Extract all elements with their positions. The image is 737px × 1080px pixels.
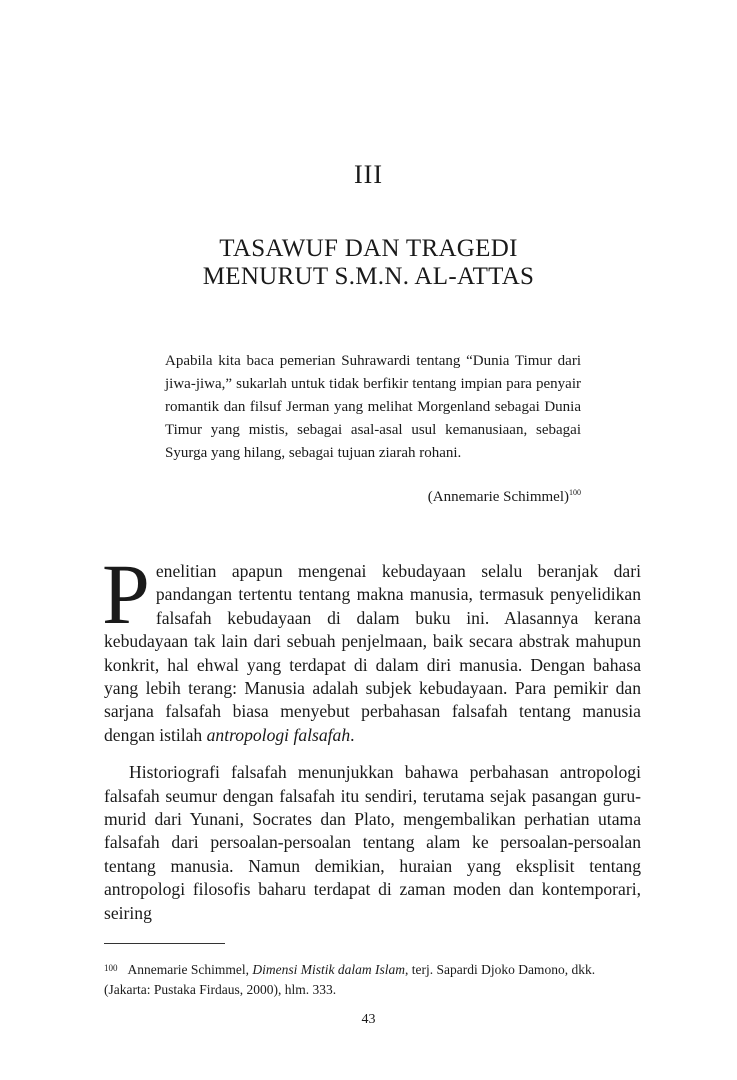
paragraph-1-text: enelitian apapun mengenai kebudayaan selalu beranjak dari pandangan tertentu tentang makna manusia, termasuk penyelidikan falsafah kebudayaan di dalam buku ini. Alasannya kerana kebudayaan tak lain dari sebuah penjelmaan, baik secara abstrak mahupun konkrit, hal ehwal yang terdapat di dalam diri manusia. Dengan bahasa yang lebih terang: Manusia adalah subjek kebudayaan. Para pemikir dan sarjana falsafah biasa menyebut perbahasan falsafah tentang manusia dengan istilah bbox=[104, 561, 641, 745]
italic-term: antropologi falsafah bbox=[206, 724, 351, 745]
paragraph-2: Historiografi falsafah menunjukkan bahawa perbahasan antropologi falsafah seumur dengan falsafah itu sendiri, terutama sejak pasangan guru-murid dari Yunani, Socrates dan Plato, mengembalikan perhatian utama falsafah dari persoalan-persoalan tentang alam ke persoalan-persoalan tentang manusia. Namun demikian, huraian yang eksplisit tentang antropologi filosofis baharu terdapat di zaman moden dan kontemporari, seiring bbox=[104, 762, 641, 923]
footnote bbox=[104, 958, 641, 1000]
footnote-details: , terj. Sapardi Djoko Damono, dkk. bbox=[404, 962, 596, 977]
paragraph-1-end: . bbox=[350, 724, 355, 745]
drop-cap: P bbox=[102, 546, 150, 642]
chapter-title bbox=[0, 235, 737, 291]
footnote-divider bbox=[104, 943, 225, 944]
footnote-book-title: Dimensi Mistik dalam Islam bbox=[252, 962, 405, 977]
chapter-number: III bbox=[354, 160, 383, 189]
attribution-text: (Annemarie Schimmel) bbox=[427, 489, 569, 505]
page-number: 43 bbox=[361, 1012, 376, 1027]
chapter-title-line-1: TASAWUF DAN TRAGEDI bbox=[219, 235, 518, 262]
epigraph-attribution bbox=[165, 488, 581, 506]
epigraph-quote bbox=[165, 350, 581, 465]
footnote-number: 100 bbox=[104, 963, 118, 973]
chapter-title-line-2: MENURUT S.M.N. AL-ATTAS bbox=[202, 263, 535, 290]
epigraph-text: Apabila kita baca pemerian Suhrawardi tentang “Dunia Timur dari jiwa-jiwa,” sukarlah untuk tidak berfikir tentang impian para penyair romantik dan filsuf Jerman yang melihat Morgenland sebagai Dunia Timur yang mistis, sebagai asal-asal usul kemanusiaan, sebagai Syurga yang hilang, sebagai tujuan ziarah rohani. bbox=[165, 353, 581, 461]
footnote-publication: (Jakarta: Pustaka Firdaus, 2000), hlm. 333. bbox=[104, 982, 337, 997]
body-text bbox=[102, 546, 641, 925]
paragraph-1 bbox=[102, 546, 641, 747]
footnote-author: Annemarie Schimmel, bbox=[127, 962, 253, 977]
footnote-reference[interactable]: 100 bbox=[569, 488, 581, 497]
